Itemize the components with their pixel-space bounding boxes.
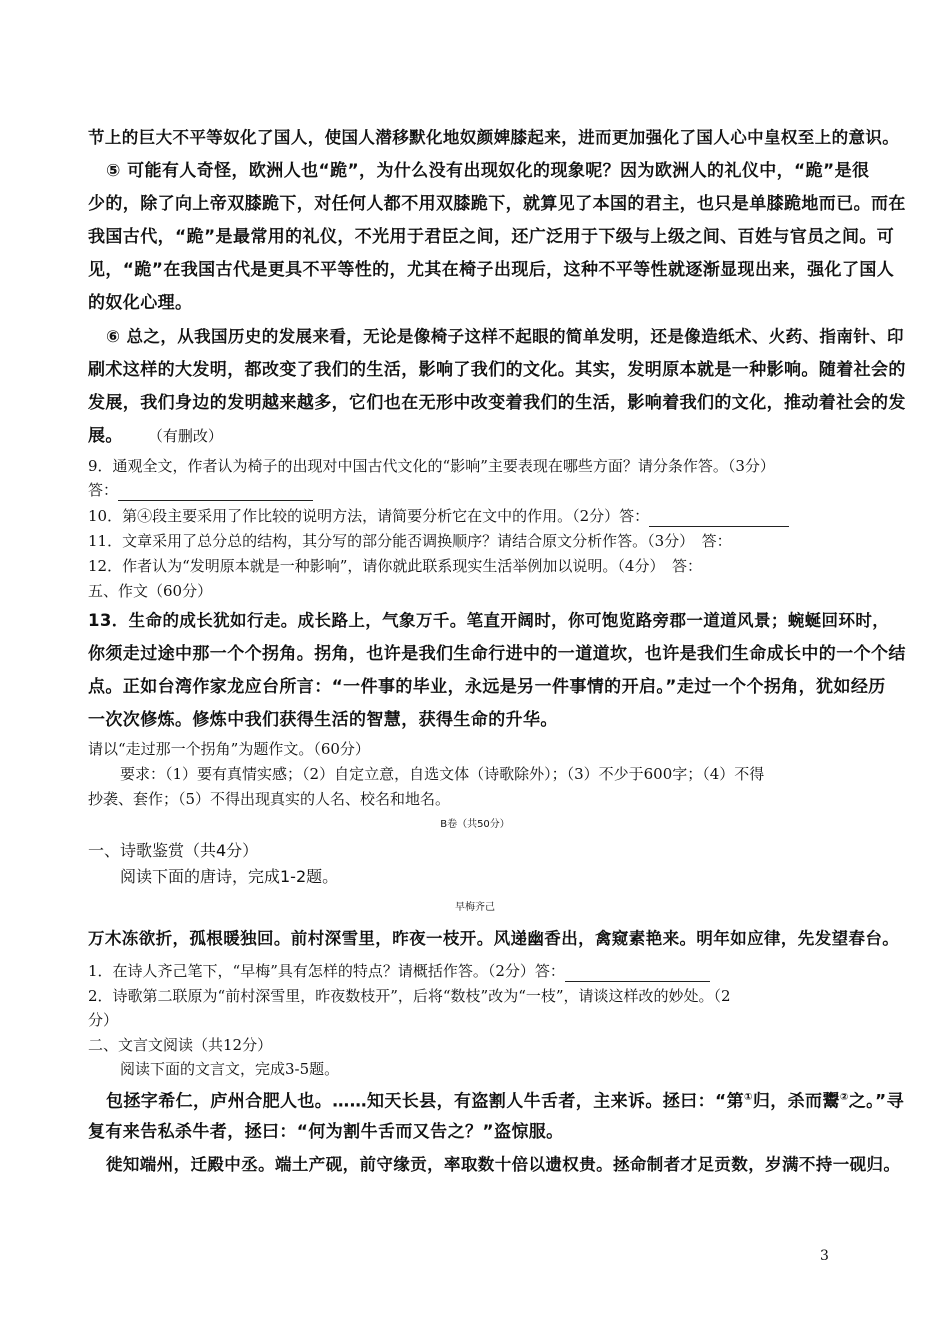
essay-requirements-cont: 抄袭、套作；（5）不得出现真实的人名、校名和地名。: [88, 790, 451, 808]
page-number: 3: [820, 1248, 829, 1264]
poem-title: 早梅齐己: [455, 902, 495, 913]
question-9: 9．通观全文，作者认为椅子的出现对中国古代文化的“影响”主要表现在哪些方面？请分条作答。（3分）: [88, 457, 775, 475]
paragraph-5-start: ⑤ 可能有人奇怪，欧洲人也“跪”，为什么没有出现奴化的现象呢？因为欧洲人的礼仪中，“跪”是很: [106, 161, 870, 181]
part-b-title: B卷（共50分）: [440, 819, 510, 830]
wenyan-line: 复有来告私杀牛者，拯曰：“何为割牛舌而又告之？”盗惊服。: [88, 1122, 564, 1142]
text-line: 的奴化心理。: [88, 293, 193, 313]
answer-line: [88, 479, 313, 501]
footnote-1: ①: [743, 1092, 753, 1103]
question-b1-text: 1．在诗人齐己笔下，“早梅”具有怎样的特点？请概括作答。（2分）答：: [88, 962, 565, 980]
instruction: 阅读下面的唐诗，完成1-2题。: [120, 867, 339, 886]
wenyan-line: [106, 1087, 904, 1113]
question-b1: [88, 960, 710, 982]
question-b2-cont: 分）: [88, 1011, 119, 1029]
wenyan-line: 徙知端州，迁殿中丞。端土产砚，前守缘贡，率取数十倍以遗权贵。拯命制者才足贡数，岁满不持一砚归。: [106, 1155, 901, 1174]
section-heading: 二、文言文阅读（共12分）: [88, 1036, 273, 1054]
section-heading: 五、作文（60分）: [88, 582, 213, 600]
text-line: 少的，除了向上帝双膝跪下，对任何人都不用双膝跪下，就算见了本国的君主，也只是单膝跪地而已。而在: [88, 194, 906, 214]
text-end: 展。: [88, 426, 123, 446]
wenyan-text: 之。”寻: [848, 1091, 905, 1112]
text-line: 你须走过途中那一个个拐角。拐角，也许是我们生命行进中的一道道坎，也许是我们生命成长中的一个个结: [88, 644, 906, 664]
text-line: 我国古代，“跪”是最常用的礼仪，不光用于君臣之间，还广泛用于下级与上级之间、百姓与官员之间。可: [88, 227, 895, 247]
footnote-2: ②: [839, 1092, 849, 1103]
answer-blank[interactable]: [118, 484, 313, 501]
instruction: 阅读下面的文言文，完成3-5题。: [120, 1060, 340, 1078]
wenyan-text: 归，杀而鬻: [752, 1091, 840, 1112]
section-heading: 一、诗歌鉴赏（共4分）: [88, 841, 259, 860]
text-line: 点。正如台湾作家龙应台所言：“一件事的毕业，永远是另一件事情的开启。”走过一个个拐角，犹如经历: [88, 677, 886, 697]
answer-blank[interactable]: [649, 510, 789, 527]
text-line: 见，“跪”在我国古代是更具不平等性的，尤其在椅子出现后，这种不平等性就逐渐显现出来，强化了国人: [88, 260, 895, 280]
edit-note: （有删改）: [147, 427, 223, 445]
question-10: [88, 505, 789, 527]
essay-requirements: 要求：（1）要有真情实感；（2）自定立意，自选文体（诗歌除外）；（3）不少于600字；（4）不得: [120, 765, 765, 783]
question-11: 11．文章采用了总分总的结构，其分写的部分能否调换顺序？请结合原文分析作答。（3分） 答：: [88, 532, 732, 550]
text-line: [88, 425, 223, 447]
question-b2: 2．诗歌第二联原为“前村深雪里，昨夜数枝开”，后将“数枝”改为“一枝”，请谈这样改的妙处。（2: [88, 987, 731, 1005]
question-12: 12．作者认为“发明原本就是一种影响”，请你就此联系现实生活举例加以说明。（4分） 答：: [88, 557, 702, 575]
answer-label: 答：: [88, 481, 119, 499]
wenyan-text: 包拯字希仁，庐州合肥人也。……知天长县，有盗割人牛舌者，主来诉。拯曰：“第: [106, 1091, 744, 1112]
poem-body: 万木冻欲折，孤根暖独回。前村深雪里，昨夜一枝开。风递幽香出，禽窥素艳来。明年如应律，先发望春台。: [88, 929, 900, 948]
paragraph-6-start: ⑥ 总之，从我国历史的发展来看，无论是像椅子这样不起眼的简单发明，还是像造纸术、火药、指南针、印: [106, 327, 904, 346]
question-13: 13．生命的成长犹如行走。成长路上，气象万千。笔直开阔时，你可饱览路旁郡一道道风景；蜿蜒回环时，: [88, 611, 890, 630]
text-line: 节上的巨大不平等奴化了国人，使国人潜移默化地奴颜婢膝起来，进而更加强化了国人心中皇权至上的意识。: [88, 128, 900, 147]
text-line: 刷术这样的大发明，都改变了我们的生活，影响了我们的文化。其实，发明原本就是一种影响。随着社会的: [88, 360, 906, 380]
essay-prompt: 请以“走过那一个拐角”为题作文。（60分）: [88, 740, 370, 758]
text-line: 一次次修炼。修炼中我们获得生活的智慧，获得生命的升华。: [88, 710, 558, 730]
question-10-text: 10．第④段主要采用了作比较的说明方法，请简要分析它在文中的作用。（2分）答：: [88, 507, 650, 525]
answer-blank[interactable]: [565, 965, 710, 982]
text-line: 发展，我们身边的发明越来越多，它们也在无形中改变着我们的生活，影响着我们的文化，推动着社会的发: [88, 393, 906, 413]
